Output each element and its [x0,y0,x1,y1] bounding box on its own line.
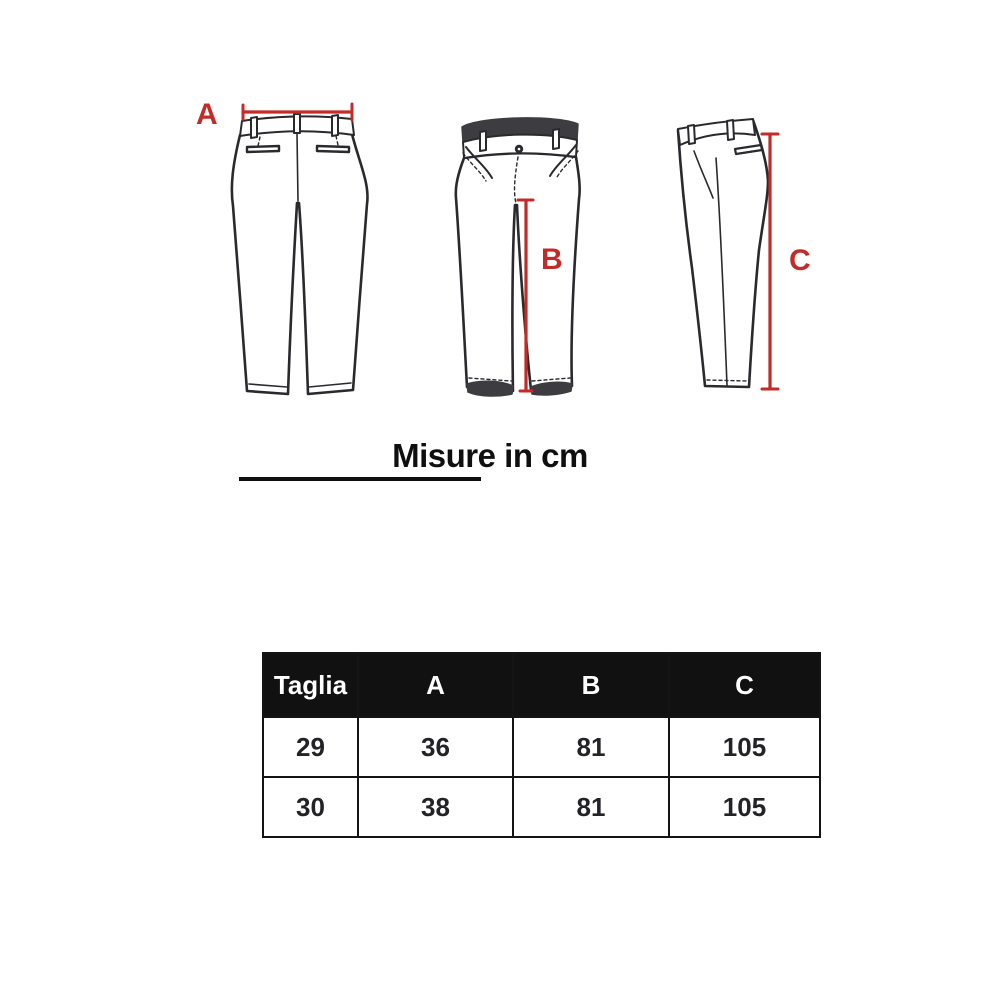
pants-back-view-drawing [232,104,368,394]
col-header-c: C [669,653,820,717]
waist-button-center [518,148,521,151]
size-table-header-row [263,653,820,717]
cell-c: 105 [669,717,820,777]
belt-loop [727,120,734,140]
col-header-b: B [513,653,669,717]
belt-loop [332,115,338,136]
cell-taglia: 29 [263,717,358,777]
col-header-a: A [358,653,513,717]
cell-c: 105 [669,777,820,837]
belt-loop [553,129,559,149]
back-pocket-welt [317,146,349,152]
back-center-seam [297,134,298,201]
pants-side-view-drawing [678,119,778,389]
back-pocket-welt [247,146,279,152]
size-guide-title: Misure in cm [392,437,588,474]
back-body [232,130,368,394]
cell-a: 38 [358,777,513,837]
measure-label-c: C [789,244,811,277]
col-header-taglia: Taglia [263,653,358,717]
measure-label-a: A [196,98,218,131]
size-row-30 [263,777,820,837]
belt-loop [480,131,486,151]
hem-shadow [467,381,513,396]
size-table [262,652,821,838]
measure-label-b: B [541,243,563,276]
hem-shadow [531,382,572,395]
cell-a: 36 [358,717,513,777]
belt-loop [251,117,257,138]
cell-taglia: 30 [263,777,358,837]
side-body [678,120,768,387]
cell-b: 81 [513,777,669,837]
belt-loop [688,125,695,144]
size-row-29 [263,717,820,777]
title-underline [239,477,481,481]
cell-b: 81 [513,717,669,777]
belt-loop [294,114,300,133]
